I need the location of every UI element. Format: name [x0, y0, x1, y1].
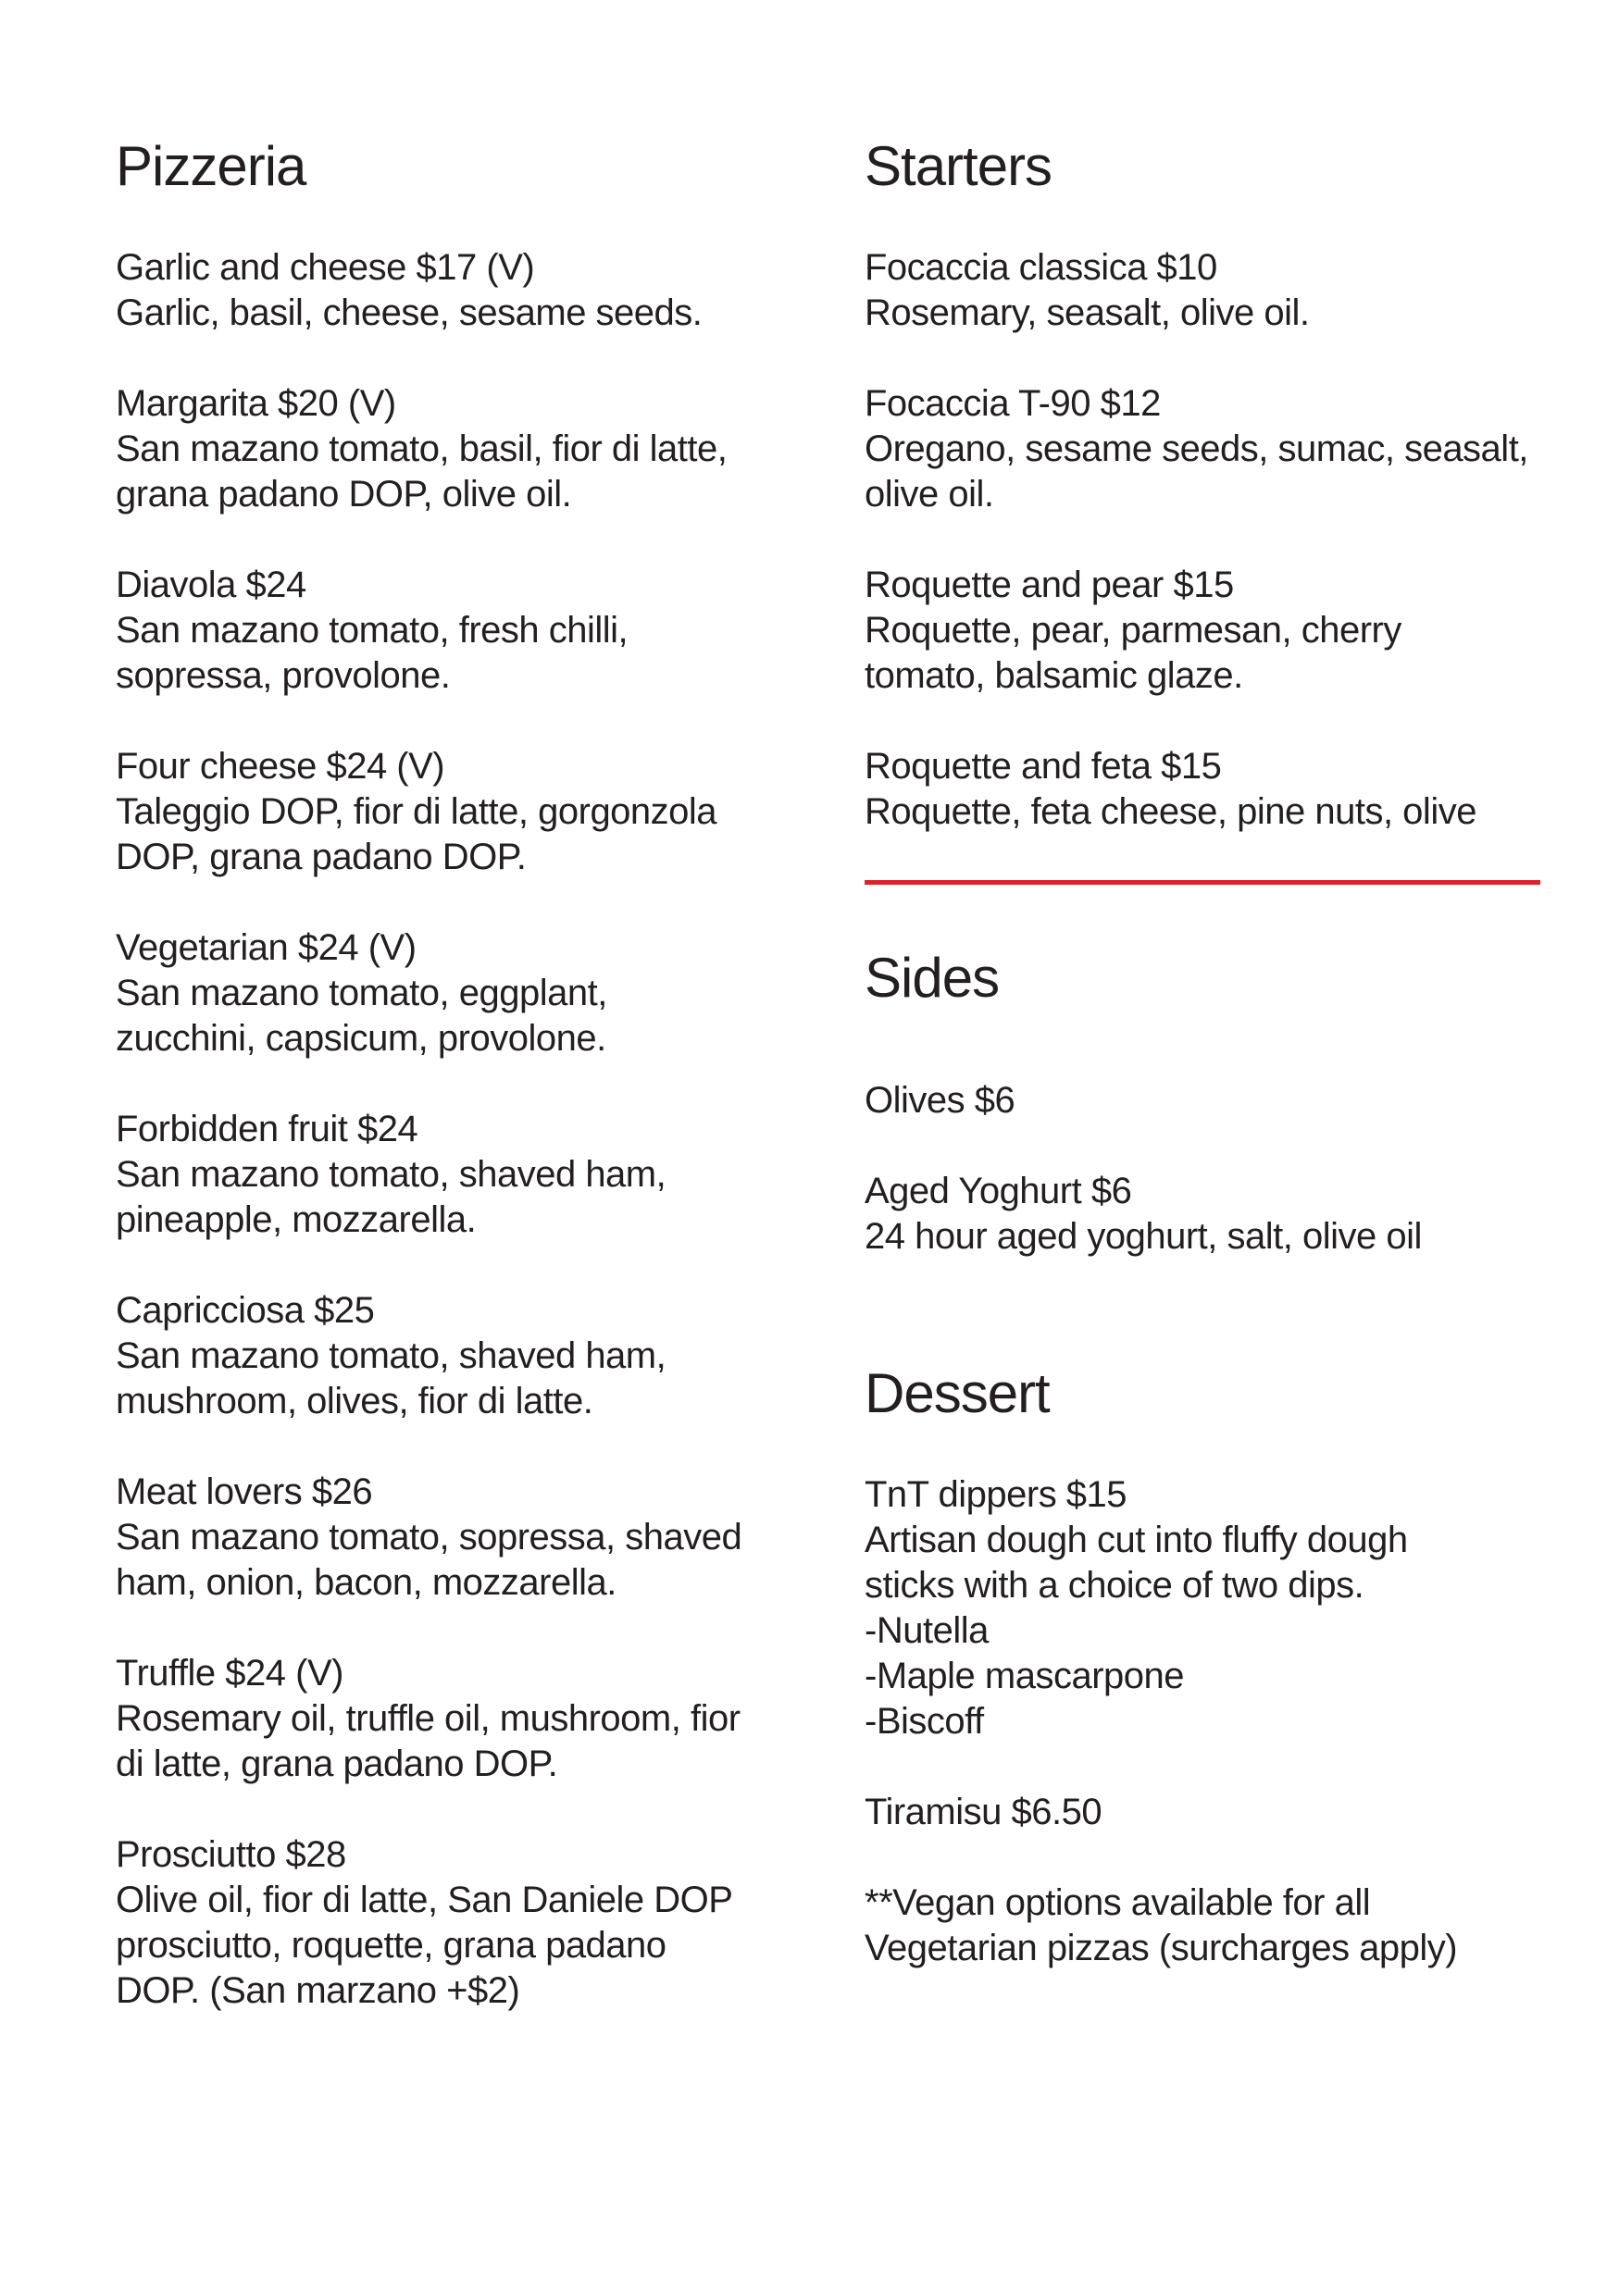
item-desc-line: prosciutto, roquette, grana padano — [116, 1925, 666, 1966]
item-desc-line: sopressa, provolone. — [116, 655, 451, 696]
item-desc-line: -Maple mascarpone — [865, 1656, 1184, 1696]
item-title: Aged Yoghurt $6 — [865, 1171, 1132, 1211]
starters-heading: Starters — [865, 135, 1052, 197]
menu-item-olives — [865, 1078, 1596, 1123]
menu-item-focaccia-t90 — [865, 381, 1596, 517]
item-title: Focaccia classica $10 — [865, 247, 1217, 288]
item-title: Truffle $24 (V) — [116, 1653, 343, 1694]
item-desc-line: Artisan dough cut into fluffy dough — [865, 1520, 1408, 1560]
item-desc-line: Oregano, sesame seeds, sumac, seasalt, — [865, 428, 1528, 469]
menu-item-aged-yoghurt — [865, 1169, 1596, 1260]
item-desc-line: 24 hour aged yoghurt, salt, olive oil — [865, 1216, 1422, 1257]
item-title: Prosciutto $28 — [116, 1834, 346, 1875]
item-title: Roquette and pear $15 — [865, 565, 1234, 605]
item-desc-line: Rosemary, seasalt, olive oil. — [865, 292, 1310, 333]
item-desc-line: ham, onion, bacon, mozzarella. — [116, 1562, 616, 1603]
item-desc-line: pineapple, mozzarella. — [116, 1199, 477, 1240]
item-desc-line: Olive oil, fior di latte, San Daniele DOP — [116, 1880, 733, 1920]
pizzeria-heading: Pizzeria — [116, 135, 306, 197]
dessert-vegan-note — [865, 1880, 1596, 1971]
pizzeria-section — [116, 134, 828, 2059]
item-title: Four cheese $24 (V) — [116, 746, 445, 787]
item-desc-line: San mazano tomato, shaved ham, — [116, 1335, 666, 1376]
menu-item-focaccia-classica — [865, 245, 1596, 336]
item-desc-line: San mazano tomato, eggplant, — [116, 973, 607, 1013]
item-title: Garlic and cheese $17 (V) — [116, 247, 535, 288]
item-title: Vegetarian $24 (V) — [116, 927, 417, 968]
menu-item-prosciutto — [116, 1832, 828, 2014]
menu-item-tiramisu — [865, 1790, 1596, 1835]
menu-item-meat-lovers — [116, 1470, 828, 1606]
item-desc-line: San mazano tomato, basil, fior di latte, — [116, 428, 728, 469]
right-column — [865, 134, 1596, 1971]
menu-item-diavola — [116, 563, 828, 699]
sides-section — [865, 946, 1596, 1260]
item-desc-line: grana padano DOP, olive oil. — [116, 474, 572, 515]
menu-item-tnt-dippers — [865, 1472, 1596, 1744]
menu-item-four-cheese — [116, 744, 828, 880]
item-title: Capricciosa $25 — [116, 1290, 375, 1331]
item-title: Margarita $20 (V) — [116, 383, 396, 424]
note-line: Vegetarian pizzas (surcharges apply) — [865, 1928, 1458, 1968]
item-desc-line: di latte, grana padano DOP. — [116, 1744, 558, 1784]
item-title: Focaccia T-90 $12 — [865, 383, 1161, 424]
item-title: Diavola $24 — [116, 565, 306, 605]
item-title: Forbidden fruit $24 — [116, 1109, 418, 1149]
item-desc-line: zucchini, capsicum, provolone. — [116, 1018, 606, 1059]
menu-item-garlic-and-cheese — [116, 245, 828, 336]
menu-item-vegetarian — [116, 925, 828, 1061]
note-line: **Vegan options available for all — [865, 1882, 1371, 1923]
item-title: Tiramisu $6.50 — [865, 1792, 1102, 1832]
item-desc-line: San mazano tomato, sopressa, shaved — [116, 1517, 742, 1558]
menu-item-margarita — [116, 381, 828, 517]
item-desc-line: Roquette, feta cheese, pine nuts, olive — [865, 791, 1476, 832]
menu-item-forbidden-fruit — [116, 1107, 828, 1243]
sides-heading: Sides — [865, 947, 1000, 1009]
item-title: Olives $6 — [865, 1080, 1015, 1121]
item-desc-line: Roquette, pear, parmesan, cherry — [865, 610, 1401, 651]
menu-item-truffle — [116, 1651, 828, 1787]
item-desc-line: sticks with a choice of two dips. — [865, 1565, 1364, 1606]
item-desc-line: Taleggio DOP, fior di latte, gorgonzola — [116, 791, 717, 832]
item-title: Meat lovers $26 — [116, 1471, 373, 1512]
menu-item-roquette-and-feta — [865, 744, 1596, 835]
item-title: Roquette and feta $15 — [865, 746, 1222, 787]
item-desc-line: DOP. (San marzano +$2) — [116, 1970, 520, 2011]
item-desc-line: -Biscoff — [865, 1701, 984, 1742]
item-title: TnT dippers $15 — [865, 1474, 1127, 1515]
item-desc-line: -Nutella — [865, 1610, 989, 1651]
item-desc-line: mushroom, olives, fior di latte. — [116, 1381, 593, 1421]
menu-item-capricciosa — [116, 1288, 828, 1424]
item-desc-line: Rosemary oil, truffle oil, mushroom, fior — [116, 1698, 741, 1739]
item-desc-line: San mazano tomato, fresh chilli, — [116, 610, 629, 651]
dessert-section — [865, 1361, 1596, 1971]
item-desc-line: tomato, balsamic glaze. — [865, 655, 1243, 696]
dessert-heading: Dessert — [865, 1362, 1050, 1424]
section-divider-line — [865, 880, 1540, 885]
item-desc-line: San mazano tomato, shaved ham, — [116, 1154, 666, 1195]
item-desc-line: DOP, grana padano DOP. — [116, 837, 527, 877]
item-desc-line: olive oil. — [865, 474, 994, 515]
menu-item-roquette-and-pear — [865, 563, 1596, 699]
item-desc-line: Garlic, basil, cheese, sesame seeds. — [116, 292, 703, 333]
starters-section — [865, 134, 1596, 835]
